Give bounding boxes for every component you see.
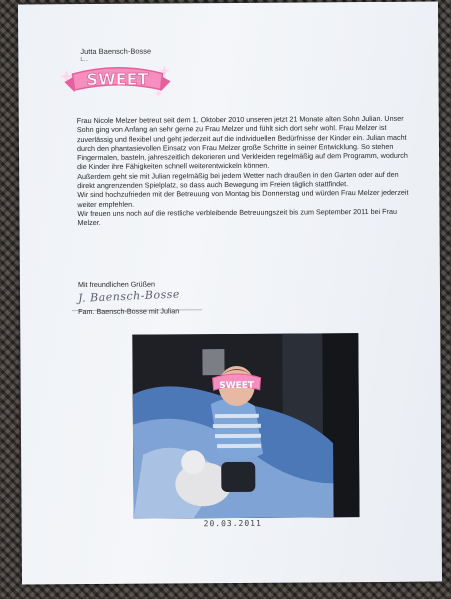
sweet-sticker: [60, 55, 174, 100]
paragraph: Wir sind hochzufrieden mit der Betreuung von Montag bis Donnerstag und würden Frau Melzer jederzeit weiter empfehlen.: [77, 188, 409, 209]
signer-family-line: Fam. Baensch-Bosse mit Julian: [78, 306, 180, 317]
photo-date: 20.03.2011: [203, 518, 262, 529]
paragraph: Außerdem geht sie mit Julian regelmäßig bei jedem Wetter nach draußen in den Garten oder auf den direkt angrenzenden Spielplatz, so dass auch Bewegung im Freien täglich stattfindet.: [77, 169, 399, 191]
closing-greeting: Mit freundlichen Grüßen: [77, 279, 156, 290]
paragraph: Frau Nicole Melzer betreut seit dem 1. Oktober 2010 unseren jetzt 21 Monate alten Sohn Julian. Unser Sohn ging von Anfang an sehr gerne zu Frau Melzer und fühlt sich dort sehr wohl. Frau Melzer ist zuverlässig und flexibel und geht jederzeit auf die individuellen Bedürfnisse der Kinder ein. Julian macht durch den phantasievollen Einsatz von Frau Melzer große Schritte in seiner Entwicklung. So stehen Fingermalen, basteln, jahreszeitlich dekorieren und Verkleiden regelmäßig auf dem Programm, wodurch die Kinder ihre Fähigkeiten schnell weiterentwickeln können.: [76, 113, 408, 172]
face-sticker-text: SWEET: [219, 380, 255, 392]
child-photo: [132, 333, 359, 519]
letter-body: [77, 114, 416, 228]
photo-scene: [132, 333, 359, 519]
handwritten-signature: J. Baensch-Bosse: [77, 287, 181, 305]
sticker-text: SWEET: [86, 69, 149, 89]
letter-paper: [18, 2, 442, 585]
paragraph: Wir freuen uns noch auf die restliche verbleibende Betreuungszeit bis zum September 2011 bei Frau Melzer.: [77, 206, 397, 228]
sender-address: L...: [80, 56, 89, 64]
sender-name: Jutta Baensch-Bosse: [80, 46, 152, 57]
